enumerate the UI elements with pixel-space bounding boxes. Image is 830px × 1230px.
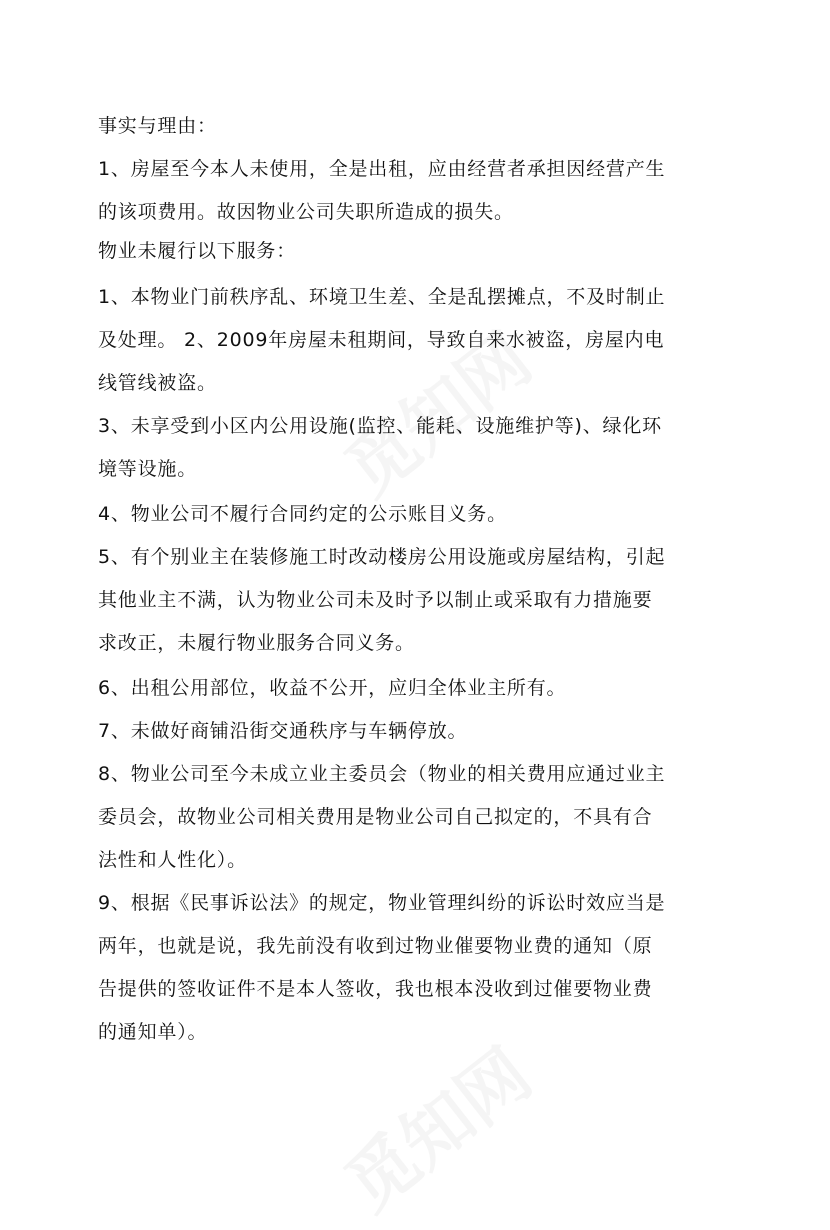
paragraph-line: 1、房屋至今本人未使用，全是出租，应由经营者承担因经营产生 xyxy=(98,158,666,180)
paragraph-line: 3、未享受到小区内公用设施(监控、能耗、设施维护等)、绿化环 xyxy=(98,415,662,437)
paragraph-line: 委员会，故物业公司相关费用是物业公司自己拟定的，不具有合 xyxy=(98,806,653,828)
paragraph-line: 9、根据《民事诉讼法》的规定，物业管理纠纷的诉讼时效应当是 xyxy=(98,892,666,914)
paragraph-line: 的通知单）。 xyxy=(98,1021,208,1043)
paragraph-line: 7、未做好商铺沿街交通秩序与车辆停放。 xyxy=(98,720,468,742)
paragraph-line: 的该项费用。故因物业公司失职所造成的损失。 xyxy=(98,201,514,223)
paragraph-line: 4、物业公司不履行合同约定的公示账目义务。 xyxy=(98,503,507,525)
paragraph-line: 法性和人性化）。 xyxy=(98,849,247,871)
paragraph-line: 求改正，未履行物业服务合同义务。 xyxy=(98,632,415,654)
watermark-bottom xyxy=(321,1021,549,1230)
paragraph-line: 8、物业公司至今未成立业主委员会（物业的相关费用应通过业主 xyxy=(98,763,666,785)
section-heading: 物业未履行以下服务： xyxy=(98,240,297,262)
paragraph-line: 及处理。 2、2009年房屋未租期间，导致自来水被盗，房屋内电 xyxy=(98,329,665,351)
paragraph-line: 两年，也就是说，我先前没有收到过物业催要物业费的通知（原 xyxy=(98,935,653,957)
paragraph-line: 6、出租公用部位，收益不公开，应归全体业主所有。 xyxy=(98,677,567,699)
paragraph-line: 5、有个别业主在装修施工时改动楼房公用设施或房屋结构，引起 xyxy=(98,546,666,568)
paragraph-line: 告提供的签收证件不是本人签收，我也根本没收到过催要物业费 xyxy=(98,978,653,1000)
paragraph-line: 其他业主不满，认为物业公司未及时予以制止或采取有力措施要 xyxy=(98,589,653,611)
section-heading: 事实与理由： xyxy=(98,115,217,137)
paragraph-line: 线管线被盗。 xyxy=(98,372,217,394)
paragraph-line: 境等设施。 xyxy=(98,458,198,480)
paragraph-line: 1、本物业门前秩序乱、环境卫生差、全是乱摆摊点，不及时制止 xyxy=(98,286,666,308)
